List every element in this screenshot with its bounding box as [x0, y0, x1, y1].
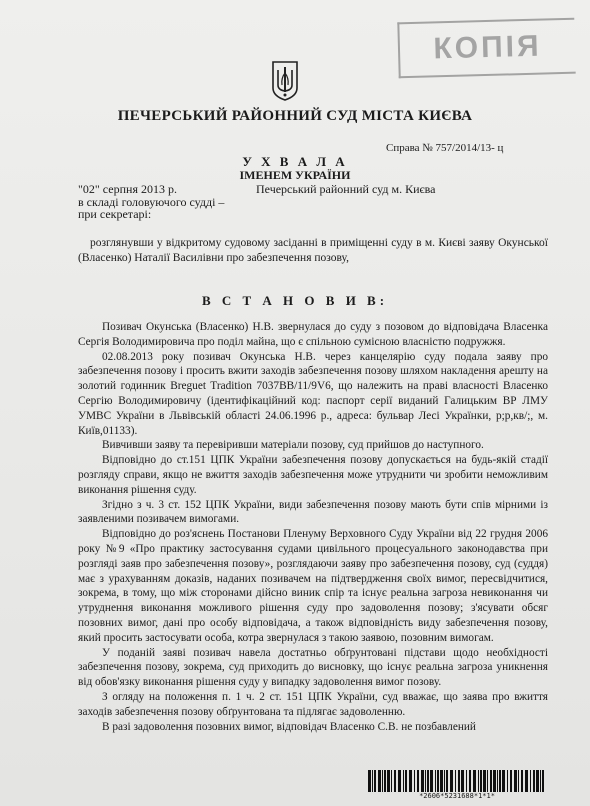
section-heading: В С Т А Н О В И В: [201, 293, 389, 308]
paragraph: Позивач Окунська (Власенко) Н.В. звернулася до суду з позовом до відповідача Власенка Сергія Володимировича про поділ майна, що є спільною сумісною власністю подружжя. [78, 321, 548, 348]
paragraph: З огляду на положення п. 1 ч. 2 ст. 151 ЦПК України, суд вважає, що заява про вжиття заходів забезпечення позову обґрунтована та підлягає задоволенню. [78, 690, 548, 718]
paragraph: В разі задоволення позовних вимог, відповідач Власенко С.В. не позбавлений [102, 720, 476, 733]
copy-stamp: КОПІЯ [397, 18, 575, 79]
barcode-icon [368, 770, 546, 792]
intro-paragraph: розглянувши у відкритому судовому засіданні в приміщенні суду в м. Києві заяву Окунської (Власенко) Наталії Василівни про забезпечення позову, [78, 237, 548, 264]
trident-emblem-icon [270, 58, 300, 102]
paragraph: Згідно з ч. 3 ст. 152 ЦПК України, види забезпечення позову мають бути спів мірними із заявленими позивачем вимогами. [78, 498, 548, 526]
paragraph: Вивчивши заяву та перевіривши матеріали позову, суд прийшов до наступного. [102, 439, 484, 452]
court-title: ПЕЧЕРСЬКИЙ РАЙОННИЙ СУД МІСТА КИЄВА [117, 108, 473, 124]
court-name: Печерський районний суд м. Києва [256, 182, 436, 196]
document-date: "02" серпня 2013 р. [78, 182, 177, 196]
judge-line: в складі головуючого судді – [78, 195, 225, 209]
document-type: У Х В А Л А [242, 154, 348, 169]
paragraph: Відповідно до ст.151 ЦПК України забезпечення позову допускається на будь-якій стадії розгляду справи, якщо не вжиття заходів забезпечення може утруднити чи зробити неможливим виконання рішення суду. [78, 454, 548, 496]
secretary-line: при секретарі: [78, 207, 152, 221]
body-text [78, 320, 548, 734]
barcode-number: *2606*5231688*1*1* [419, 792, 495, 800]
document-subtitle: ІМЕНЕМ УКРАЇНИ [239, 168, 351, 182]
case-number: Справа № 757/2014/13- ц [386, 142, 504, 154]
paragraph: У поданій заяві позивач навела достатньо обґрунтовані підстави щодо необхідності забезпечення позову, зокрема, суд приходить до висновку, що існує реальна загроза уникнення від обов'язку виконання рішення суду у випадку задоволення вимог позову. [78, 646, 548, 689]
paragraph: Відповідно до роз'яснень Постанови Пленуму Верховного Суду України від 22 грудня 2006 року №9 «Про практику застосування судами цивільного процесуального законодавства при розгляді заяв про забезпечення позову», розглядаючи заяву про забезпечення позову, суд (суддя) має з урахуванням доказів, наданих позивачем на підтвердження своїх вимог, пересвідчитися, зокрема, в тому, що між сторонами дійсно виник спір та існує реальна загроза невиконання чи утруднення виконання можливого рішення суду про задоволення позову; з'ясувати обсяг позовних вимог, дані про особу відповідача, а також відповідність виду забезпечення позову, який просить застосувати особа, котра звернулася з такою заявою, позовним вимогам. [78, 528, 548, 644]
paragraph: 02.08.2013 року позивач Окунська Н.В. через канцелярію суду подала заяву про забезпечення позову і просить вжити заходів забезпечення позову шляхом накладення арешту на золотий годинник Breguet Tradition 7037BB/11/9V6, що належить на праві власності Власенко Сергію Володимировичу (ідентифікаційний код: паспорт серії виданий Галицьким ВР ЛМУ УМВС України в Львівській області 24.06.1996 р., адреса: бульвар Лесі Українки, р;р,кв/;, м. Київ,01133). [78, 350, 548, 437]
